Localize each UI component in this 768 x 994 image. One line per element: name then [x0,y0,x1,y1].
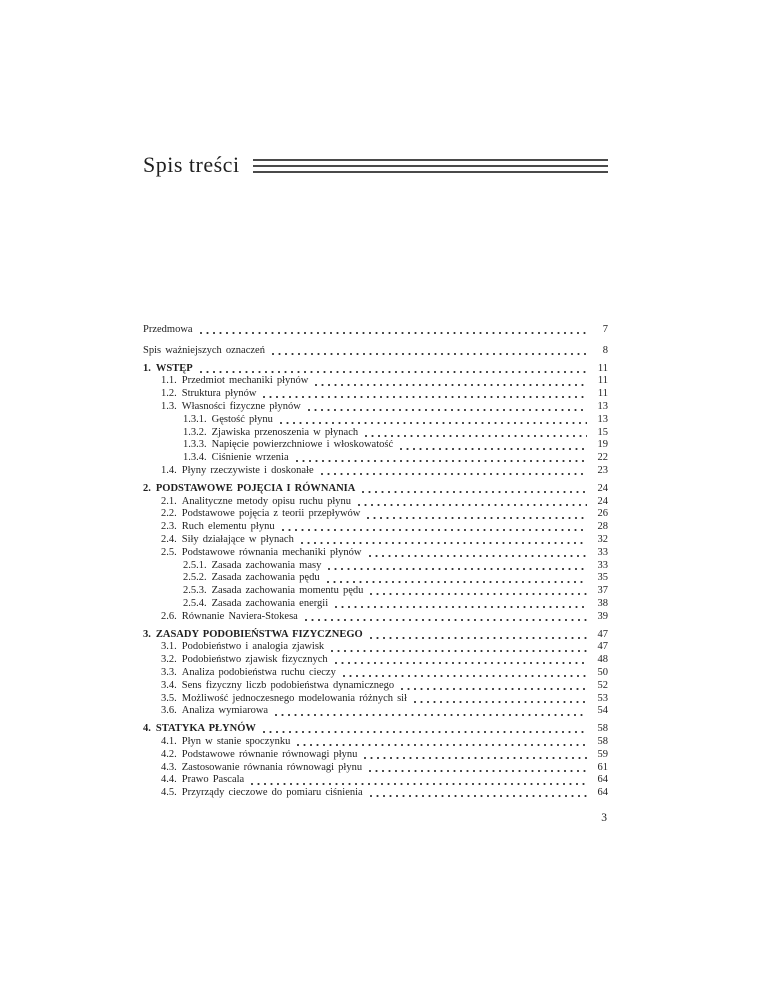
dot-leader-icon [369,555,587,557]
toc-entry-number: 2.5. [161,546,177,558]
toc-entry-number: 1.3.3. [183,439,207,451]
toc-entry-title: Zasada zachowania masy [211,559,322,571]
dot-leader-icon [370,637,587,639]
toc-entry-page: 23 [597,464,608,476]
toc-entry-title: Przedmowa [143,324,193,335]
toc-entry-page: 13 [597,413,608,425]
toc-entry-page: 50 [597,666,608,678]
toc-entry-number: 1.3. [161,400,177,412]
toc-entry-page: 11 [597,362,608,374]
toc-entry [143,452,608,465]
toc-entry-title: Analiza podobieństwa ruchu cieczy [181,666,336,678]
dot-leader-icon [263,731,587,733]
toc-entry-title: Podobieństwo zjawisk fizycznych [181,654,328,666]
toc-entry-title: Podstawowe równanie równowagi płynu [181,748,358,760]
toc-entry [143,723,608,736]
toc-entry-title: Spis ważniejszych oznaczeń [143,344,265,356]
toc-entry-number: 3. [143,628,151,640]
toc-entry-number: 3.4. [161,679,177,691]
toc-entry-number: 3.2. [161,654,177,666]
dot-leader-icon [327,581,587,583]
toc-entry-title: PODSTAWOWE POJĘCIA I RÓWNANIA [155,482,356,494]
dot-leader-icon [343,675,587,677]
dot-leader-icon [364,757,587,759]
toc-entry-page: 24 [597,495,608,507]
rule-line [253,171,608,173]
footer-page-number: 3 [601,812,607,824]
toc-entry-page: 47 [597,641,608,653]
toc-entry-page: 64 [597,774,608,786]
toc-entry-page: 59 [597,748,608,760]
toc-entry [143,585,608,598]
toc-entry-page: 35 [597,572,608,584]
toc-entry-page: 48 [597,654,608,666]
toc-entry-page: 47 [597,628,608,640]
page-header [143,150,608,180]
dot-leader-icon [367,517,587,519]
toc-entry-page: 22 [597,452,608,464]
toc-entry-page: 7 [602,324,608,335]
toc-entry-title: Przedmiot mechaniki płynów [181,375,309,387]
toc-entry-number: 3.6. [161,705,177,717]
toc-entry [143,629,608,642]
dot-leader-icon [251,783,587,785]
toc-entry [143,654,608,667]
toc-entry-title: Przyrządy cieczowe do pomiaru ciśnienia [181,787,363,799]
toc-entry-page: 11 [597,388,608,400]
toc-entry-title: Podstawowe pojęcia z teorii przepływów [181,508,361,520]
dot-leader-icon [414,701,587,703]
toc-entry-page: 58 [597,735,608,747]
title-rule [253,159,608,173]
dot-leader-icon [315,384,587,386]
toc-entry-title: STATYKA PŁYNÓW [155,723,256,735]
toc-entry [143,762,608,775]
toc-entry [143,736,608,749]
toc-entry-number: 4.1. [161,735,177,747]
toc-entry-page: 33 [597,546,608,558]
toc-entry-title: Równanie Naviera-Stokesa [181,610,298,622]
toc-entry [143,375,608,388]
dot-leader-icon [200,371,587,373]
dot-leader-icon [369,770,587,772]
table-of-contents [143,324,608,800]
toc-entry-page: 38 [597,597,608,609]
toc-entry [143,667,608,680]
dot-leader-icon [328,568,587,570]
toc-entry-page: 61 [597,761,608,773]
dot-leader-icon [335,606,587,608]
toc-entry-number: 2.5.4. [183,597,207,609]
dot-leader-icon [358,504,587,506]
toc-entry-number: 3.5. [161,692,177,704]
page-title: Spis treści [143,152,240,177]
dot-leader-icon [362,491,587,493]
toc-entry [143,521,608,534]
toc-entry-number: 2.4. [161,533,177,545]
toc-entry-title: Sens fizyczny liczb podobieństwa dynamicznego [181,679,395,691]
toc-entry-page: 32 [597,533,608,545]
toc-entry-number: 2.3. [161,521,177,533]
toc-entry-page: 64 [597,787,608,799]
toc-entry [143,611,608,624]
toc-entry [143,572,608,585]
toc-entry-title: Siły działające w płynach [181,533,294,545]
toc-entry-title: WSTĘP [155,362,193,374]
toc-entry-title: Analiza wymiarowa [181,705,269,717]
dot-leader-icon [370,795,587,797]
dot-leader-icon [365,435,587,437]
toc-entry [143,774,608,787]
dot-leader-icon [200,332,587,334]
toc-entry-title: Gęstość płynu [211,413,273,425]
dot-leader-icon [282,529,587,531]
toc-entry-title: ZASADY PODOBIEŃSTWA FIZYCZNEGO [155,628,363,640]
toc-entry-title: Płyny rzeczywiste i doskonałe [181,464,314,476]
toc-entry [143,324,608,337]
toc-entry-page: 53 [597,692,608,704]
dot-leader-icon [321,473,587,475]
toc-entry-title: Własności fizyczne płynów [181,400,301,412]
toc-entry [143,560,608,573]
toc-entry-number: 2.5.2. [183,572,207,584]
toc-entry-number: 4.5. [161,787,177,799]
dot-leader-icon [301,542,587,544]
toc-entry-page: 39 [597,610,608,622]
toc-entry-page: 52 [597,679,608,691]
toc-entry [143,465,608,478]
toc-entry-number: 4.2. [161,748,177,760]
toc-entry-page: 15 [597,426,608,438]
toc-entry [143,414,608,427]
dot-leader-icon [401,688,587,690]
dot-leader-icon [263,396,587,398]
dot-leader-icon [308,409,587,411]
toc-entry [143,427,608,440]
toc-entry-page: 37 [597,585,608,597]
toc-entry-number: 2.5.3. [183,585,207,597]
toc-entry-number: 1.3.1. [183,413,207,425]
toc-entry [143,483,608,496]
toc-entry-page: 54 [597,705,608,717]
dot-leader-icon [297,744,587,746]
toc-entry [143,680,608,693]
toc-entry-title: Prawo Pascala [181,774,245,786]
toc-entry-title: Płyn w stanie spoczynku [181,735,291,747]
toc-entry-page: 13 [597,400,608,412]
toc-entry [143,641,608,654]
toc-entry-title: Struktura płynów [181,388,257,400]
toc-entry-number: 2.6. [161,610,177,622]
toc-entry-page: 19 [597,439,608,451]
toc-entry-title: Podobieństwo i analogia zjawisk [181,641,325,653]
toc-entry-title: Zasada zachowania energii [211,597,329,609]
toc-entry-number: 1.3.4. [183,452,207,464]
toc-entry-number: 1.3.2. [183,426,207,438]
dot-leader-icon [305,619,587,621]
toc-entry-number: 2.5.1. [183,559,207,571]
toc-entry-number: 4.3. [161,761,177,773]
toc-entry [143,547,608,560]
toc-entry [143,705,608,718]
toc-entry-number: 3.3. [161,666,177,678]
toc-entry [143,363,608,376]
toc-entry-number: 1.1. [161,375,177,387]
toc-entry-title: Ciśnienie wrzenia [211,452,289,464]
toc-entry [143,496,608,509]
toc-entry-page: 26 [597,508,608,520]
toc-entry-number: 2.1. [161,495,177,507]
rule-line [253,159,608,161]
toc-entry [143,439,608,452]
toc-entry-title: Zjawiska przenoszenia w płynach [211,426,359,438]
toc-entry-number: 1.4. [161,464,177,476]
toc-entry [143,388,608,401]
toc-entry [143,598,608,611]
dot-leader-icon [370,593,587,595]
dot-leader-icon [280,422,587,424]
dot-leader-icon [275,714,587,716]
dot-leader-icon [400,448,587,450]
toc-entry-page: 24 [597,482,608,494]
toc-entry [143,693,608,706]
rule-line [253,165,608,167]
toc-entry-number: 4. [143,723,151,735]
toc-entry-number: 1. [143,362,151,374]
toc-entry [143,345,608,358]
toc-entry-number: 1.2. [161,388,177,400]
toc-entry-title: Zastosowanie równania równowagi płynu [181,761,363,773]
toc-entry [143,787,608,800]
toc-entry-number: 2.2. [161,508,177,520]
toc-entry [143,749,608,762]
toc-entry-title: Analityczne metody opisu ruchu płynu [181,495,352,507]
toc-entry-number: 3.1. [161,641,177,653]
toc-entry-page: 8 [602,344,608,356]
toc-entry-title: Zasada zachowania pędu [211,572,320,584]
toc-entry-number: 4.4. [161,774,177,786]
toc-entry-title: Zasada zachowania momentu pędu [211,585,364,597]
toc-entry-number: 2. [143,482,151,494]
toc-entry-title: Ruch elementu płynu [181,521,275,533]
dot-leader-icon [331,650,587,652]
dot-leader-icon [272,353,587,355]
toc-entry-page: 28 [597,521,608,533]
toc-entry-title: Podstawowe równania mechaniki płynów [181,546,362,558]
toc-entry-page: 33 [597,559,608,571]
toc-entry [143,401,608,414]
toc-entry-page: 11 [597,375,608,387]
toc-entry-title: Możliwość jednoczesnego modelowania różnych sił [181,692,408,704]
toc-entry-page: 58 [597,723,608,735]
toc-entry [143,534,608,547]
toc-entry-title: Napięcie powierzchniowe i włoskowatość [211,439,394,451]
dot-leader-icon [296,460,587,462]
dot-leader-icon [335,662,587,664]
toc-entry [143,508,608,521]
